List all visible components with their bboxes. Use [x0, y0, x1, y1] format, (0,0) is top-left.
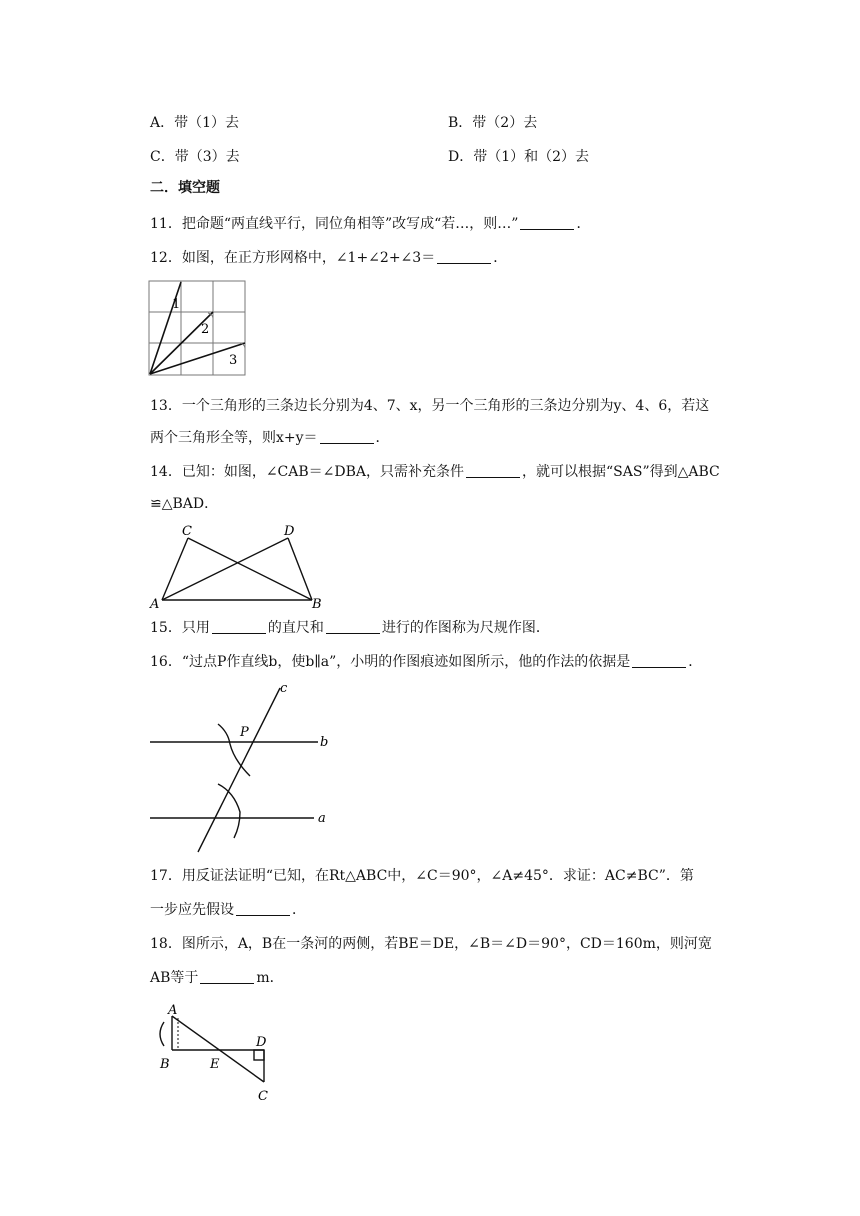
q17-end: ．: [292, 902, 306, 918]
question-14-line2: ≌△BAD．: [150, 496, 219, 512]
q15-blank-2[interactable]: [326, 619, 380, 634]
fig16-label-c: c: [280, 681, 288, 696]
q11-end: ．: [576, 216, 591, 232]
fig18-label-d: D: [256, 1035, 267, 1050]
q14-text-b: ，就可以根据“SAS”得到△ABC: [522, 464, 720, 480]
q16-blank[interactable]: [632, 653, 686, 668]
q13-blank[interactable]: [320, 429, 374, 444]
option-d: D．带（1）和（2）去: [448, 149, 590, 165]
fig12-label-2: 2: [201, 322, 210, 337]
option-b: B．带（2）去: [448, 115, 538, 131]
fig14-label-d: D: [284, 524, 295, 539]
figure-12-grid: [148, 280, 248, 376]
q15-text-b: 的直尺和: [267, 620, 324, 636]
fig16-label-p: P: [240, 725, 249, 740]
question-12: [150, 248, 507, 268]
question-17-line2: [150, 900, 306, 920]
q12-blank[interactable]: [437, 249, 491, 264]
question-11: [150, 214, 590, 234]
q11-text: 11．把命题“两直线平行，同位角相等”改写成“若…，则…”: [150, 216, 519, 232]
figure-16: [148, 680, 338, 856]
fig12-label-1: 1: [172, 297, 181, 312]
figure-14: [148, 520, 328, 612]
q16-end: ．: [688, 654, 703, 670]
question-18-line1: 18．图所示，A，B在一条河的两侧，若BE＝DE，∠B＝∠D＝90°，CD＝160m，则河宽: [150, 936, 712, 952]
fig14-label-b: B: [312, 597, 322, 612]
q18-end: m．: [256, 970, 284, 986]
q18-text: AB等于: [150, 970, 199, 986]
fig16-label-b: b: [320, 735, 329, 750]
section-title: 二．填空题: [150, 180, 220, 196]
question-15: [150, 618, 550, 638]
fig18-label-e: E: [210, 1057, 220, 1072]
question-13-line2: [150, 428, 390, 448]
fig14-label-a: A: [150, 597, 160, 612]
option-c: C．带（3）去: [150, 149, 240, 165]
fig16-label-a: a: [318, 811, 326, 826]
q16-text: 16．“过点P作直线b，使b∥a”，小明的作图痕迹如图所示，他的作法的依据是: [150, 654, 631, 670]
question-18-line2: [150, 968, 284, 988]
fig12-label-3: 3: [229, 353, 238, 368]
q12-end: ．: [493, 250, 508, 266]
q13-end: ．: [375, 430, 390, 446]
q14-blank[interactable]: [466, 463, 520, 478]
fig18-label-a: A: [168, 1003, 178, 1018]
question-14-line1: [150, 462, 720, 482]
figure-18: [148, 1000, 278, 1104]
q17-blank[interactable]: [236, 901, 290, 916]
q17-text: 一步应先假设: [150, 902, 234, 918]
q13-text: 两个三角形全等，则x+y＝: [150, 430, 318, 446]
option-a: A．带（1）去: [150, 115, 240, 131]
q15-blank-1[interactable]: [212, 619, 266, 634]
q12-text: 12．如图，在正方形网格中，∠1+∠2+∠3＝: [150, 250, 436, 266]
question-17-line1: 17．用反证法证明“已知，在Rt△ABC中，∠C＝90°，∠A≠45°．求证：AC≠BC”．第: [150, 868, 694, 884]
fig18-label-c: C: [258, 1089, 268, 1104]
question-13-line1: 13．一个三角形的三条边长分别为4、7、x，另一个三角形的三条边分别为y、4、6，若这: [150, 398, 710, 414]
fig18-label-b: B: [160, 1057, 170, 1072]
q18-blank[interactable]: [200, 969, 254, 984]
q11-blank[interactable]: [520, 215, 574, 230]
q15-text-a: 15．只用: [150, 620, 210, 636]
question-16: [150, 652, 702, 672]
q14-text-a: 14．已知：如图，∠CAB＝∠DBA，只需补充条件: [150, 464, 465, 480]
q15-text-c: 进行的作图称为尺规作图．: [381, 620, 550, 636]
fig14-label-c: C: [182, 524, 192, 539]
